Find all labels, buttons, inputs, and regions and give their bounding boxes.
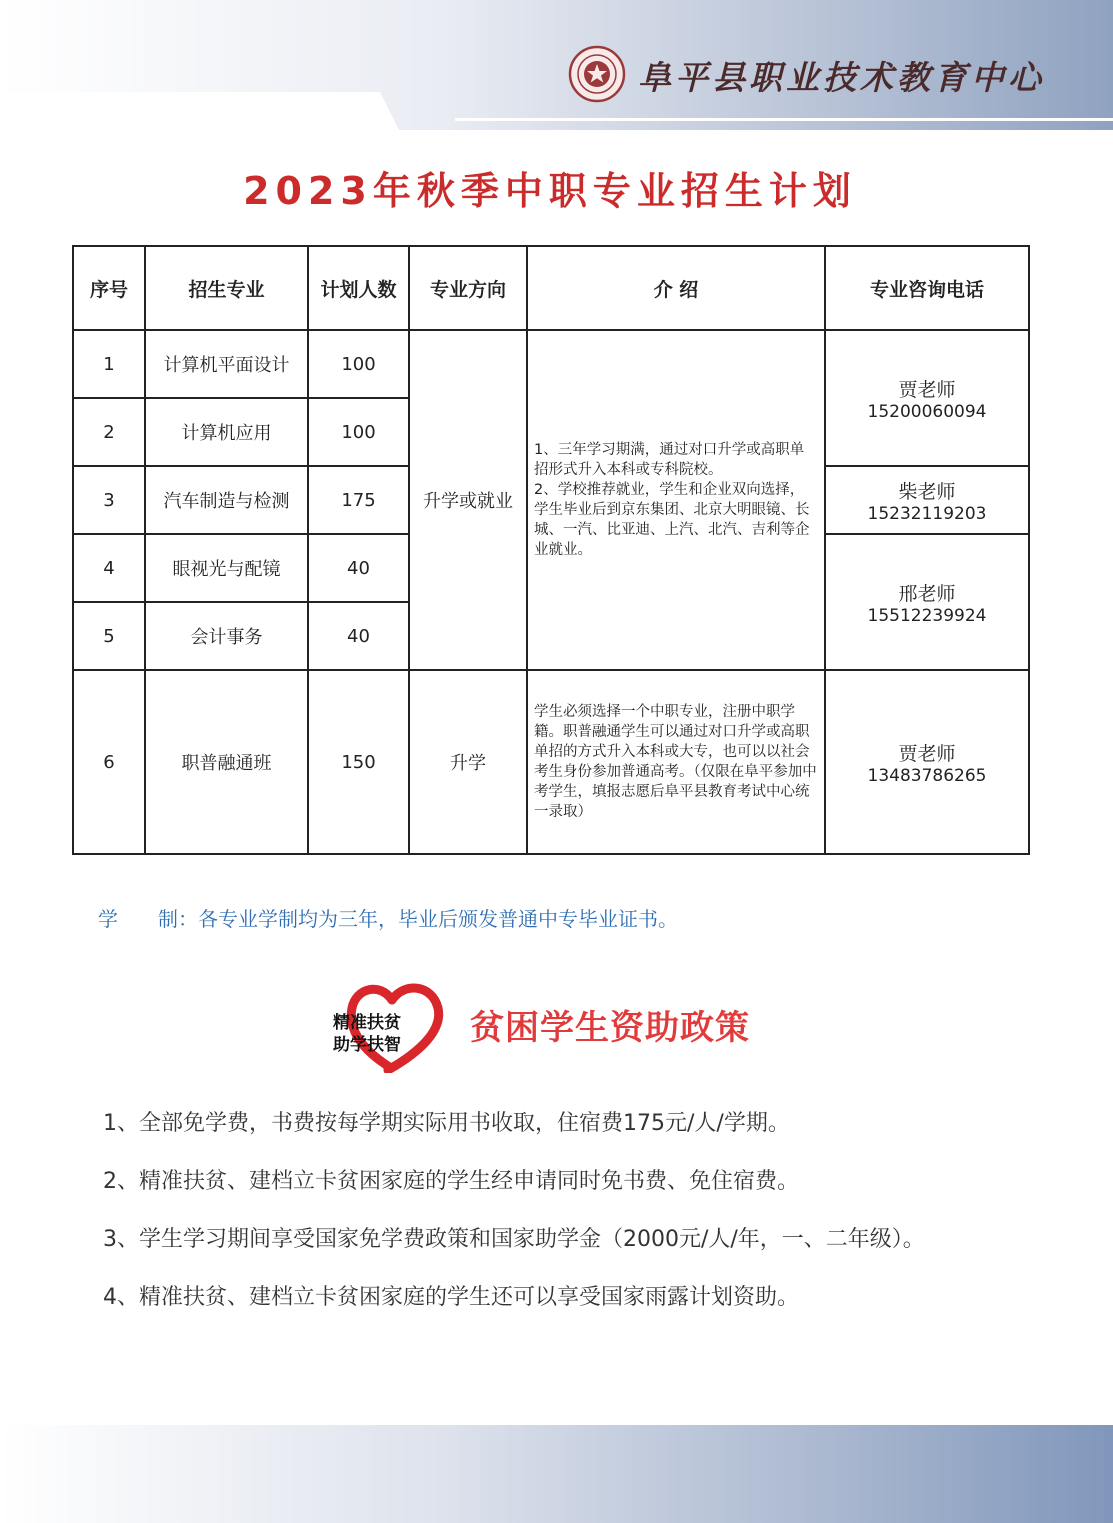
cell-major: 计算机平面设计 bbox=[145, 330, 308, 398]
list-item: 1、全部免学费，书费按每学期实际用书收取，住宿费175元/人/学期。 bbox=[103, 1111, 790, 1136]
cell-direction: 升学或就业 bbox=[409, 330, 527, 670]
cell-major: 会计事务 bbox=[145, 602, 308, 670]
heart-logo-line1: 精准扶贫 bbox=[333, 1013, 401, 1033]
cell-major: 眼视光与配镜 bbox=[145, 534, 308, 602]
table-header-row bbox=[73, 246, 1029, 330]
cell-no: 6 bbox=[73, 670, 145, 854]
intro-text: 学生必须选择一个中职专业，注册中职学籍。职普融通学生可以通过对口升学或高职单招的方式升入本科或大专，也可以以社会考生身份参加普通高考。（仅限在阜平参加中考学生，填报志愿后阜平县教育考试中心统一录取） bbox=[534, 704, 817, 820]
cell-no: 5 bbox=[73, 602, 145, 670]
cell-major: 汽车制造与检测 bbox=[145, 466, 308, 534]
cell-no: 2 bbox=[73, 398, 145, 466]
cell-major: 职普融通班 bbox=[145, 670, 308, 854]
header-cell-phone: 专业咨询电话 bbox=[825, 246, 1029, 330]
cell-major: 计算机应用 bbox=[145, 398, 308, 466]
list-item: 3、学生学习期间享受国家免学费政策和国家助学金（2000元/人/年，一、二年级）。 bbox=[103, 1227, 925, 1252]
heart-logo-line2: 助学扶智 bbox=[333, 1035, 401, 1055]
header-divider bbox=[455, 118, 1113, 121]
list-item: 2、精准扶贫、建档立卡贫困家庭的学生经申请同时免书费、免住宿费。 bbox=[103, 1169, 799, 1194]
cell-no: 3 bbox=[73, 466, 145, 534]
cell-contact bbox=[825, 670, 1029, 854]
table-row bbox=[73, 330, 1029, 398]
cell-no: 1 bbox=[73, 330, 145, 398]
enrollment-table bbox=[72, 245, 1030, 855]
cell-contact bbox=[825, 534, 1029, 670]
header-cell-no: 序号 bbox=[73, 246, 145, 330]
footer-band bbox=[0, 1425, 1113, 1523]
cell-count: 40 bbox=[308, 602, 409, 670]
header-white-cut bbox=[0, 92, 400, 132]
cell-direction: 升学 bbox=[409, 670, 527, 854]
cell-count: 150 bbox=[308, 670, 409, 854]
contact-phone: 15512239924 bbox=[867, 605, 987, 626]
intro-text: 1、三年学习期满，通过对口升学或高职单招形式升入本科或专科院校。 2、学校推荐就业，学生和企业双向选择，学生毕业后到京东集团、北京大明眼镜、长城、一汽、比亚迪、上汽、北汽、吉利等企业就业。 bbox=[534, 442, 810, 558]
page-title: 2023年秋季中职专业招生计划 bbox=[243, 169, 857, 213]
contact-phone: 13483786265 bbox=[867, 765, 987, 786]
school-name: 阜平县职业技术教育中心 bbox=[638, 58, 1045, 97]
header-cell-count: 计划人数 bbox=[308, 246, 409, 330]
contact-name: 邢老师 bbox=[898, 582, 956, 605]
cell-count: 40 bbox=[308, 534, 409, 602]
policy-title: 贫困学生资助政策 bbox=[470, 1008, 750, 1048]
heart-logo-text bbox=[333, 1012, 401, 1056]
contact-phone: 15200060094 bbox=[867, 401, 987, 422]
school-seal-icon bbox=[568, 45, 626, 103]
table-row bbox=[73, 670, 1029, 854]
list-item: 4、精准扶贫、建档立卡贫困家庭的学生还可以享受国家雨露计划资助。 bbox=[103, 1285, 799, 1310]
cell-count: 100 bbox=[308, 330, 409, 398]
header-cell-intro: 介 绍 bbox=[527, 246, 825, 330]
cell-contact bbox=[825, 330, 1029, 466]
cell-contact bbox=[825, 466, 1029, 534]
contact-name: 贾老师 bbox=[898, 742, 956, 765]
cell-no: 4 bbox=[73, 534, 145, 602]
contact-name: 柴老师 bbox=[898, 480, 956, 503]
cell-intro bbox=[527, 330, 825, 670]
cell-count: 100 bbox=[308, 398, 409, 466]
cell-intro bbox=[527, 670, 825, 854]
cell-count: 175 bbox=[308, 466, 409, 534]
education-system-note: 学 制：各专业学制均为三年，毕业后颁发普通中专毕业证书。 bbox=[98, 907, 678, 931]
contact-name: 贾老师 bbox=[898, 378, 956, 401]
policy-list bbox=[103, 1107, 925, 1339]
header-cell-direction: 专业方向 bbox=[409, 246, 527, 330]
contact-phone: 15232119203 bbox=[867, 503, 987, 524]
header-cell-major: 招生专业 bbox=[145, 246, 308, 330]
